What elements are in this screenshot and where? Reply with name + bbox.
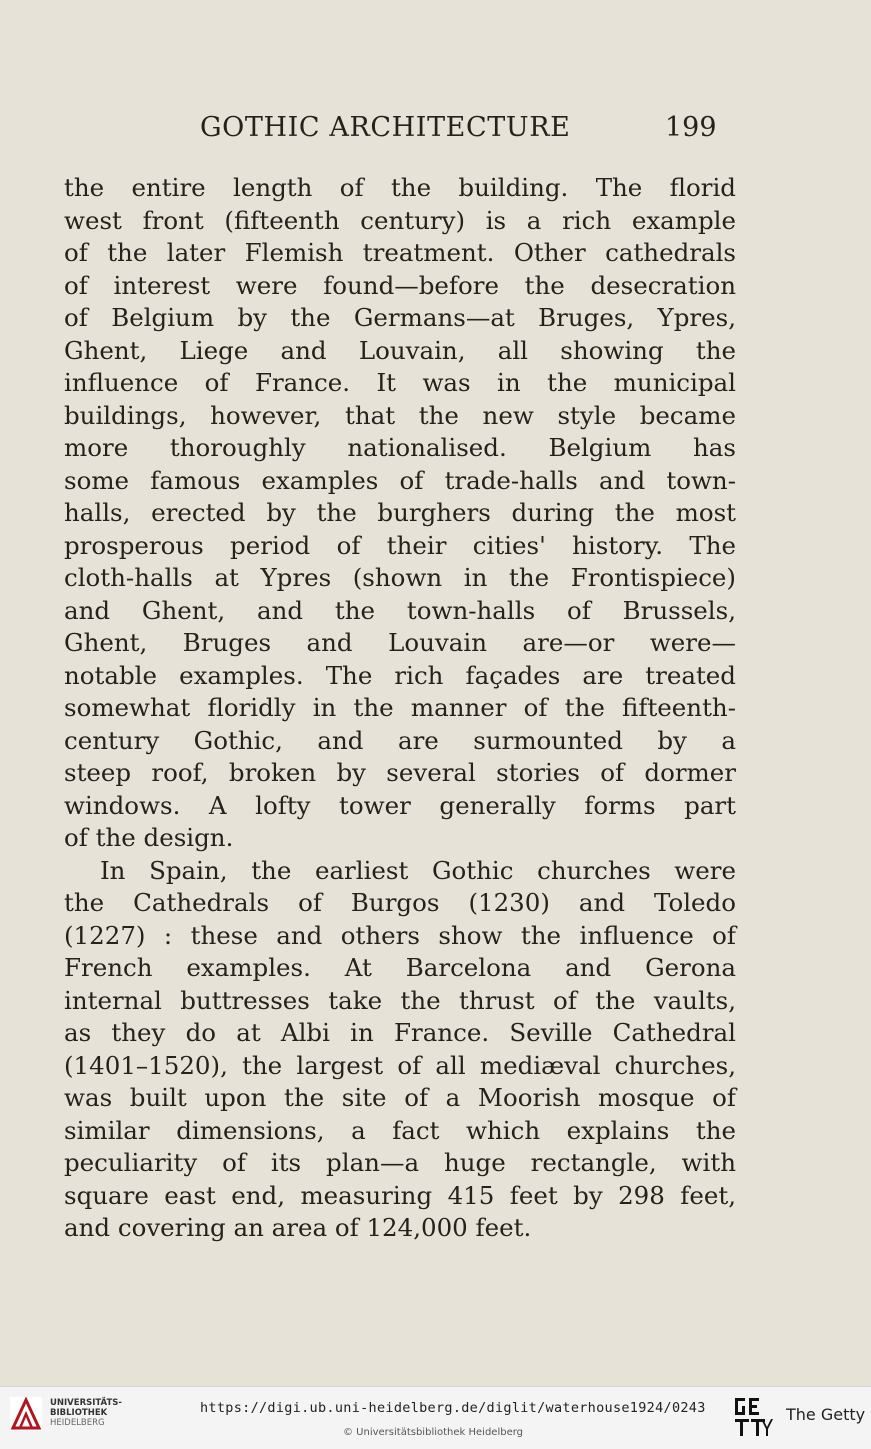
text-line: of interest were found—before the desecration xyxy=(64,270,736,300)
running-title: GOTHIC ARCHITECTURE xyxy=(200,112,571,143)
text-line: of the design. xyxy=(64,823,234,852)
text-line: prosperous period of their cities' history. The xyxy=(64,530,736,560)
library-name-line: BIBLIOTHEK xyxy=(50,1408,108,1418)
text-line: (1401–1520), the largest of all mediæval churches, xyxy=(64,1050,736,1080)
library-name-line: HEIDELBERG xyxy=(50,1418,105,1428)
text-line: internal buttresses take the thrust of the vaults, xyxy=(64,985,736,1015)
viewer-footer xyxy=(0,1386,871,1449)
text-line: as they do at Albi in France. Seville Cathedral xyxy=(64,1018,736,1047)
text-line: more thoroughly nationalised. Belgium has xyxy=(64,433,736,462)
text-line: century Gothic, and are surmounted by a xyxy=(64,725,736,755)
text-line: Ghent, Bruges and Louvain are—or were— xyxy=(64,628,736,657)
text-line: of Belgium by the Germans—at Bruges, Ypres, xyxy=(64,303,736,332)
text-line: the Cathedrals of Burgos (1230) and Toledo xyxy=(64,888,736,917)
text-line: west front (fifteenth century) is a rich example xyxy=(64,205,736,235)
running-head xyxy=(0,112,871,152)
text-line: windows. A lofty tower generally forms part xyxy=(64,790,736,820)
university-library-logo-icon[interactable] xyxy=(10,1397,42,1431)
getty-logo-icon[interactable] xyxy=(732,1395,774,1439)
text-line: steep roof, broken by several stories of dormer xyxy=(64,758,736,787)
getty-label: The Getty xyxy=(786,1405,866,1424)
text-line: the entire length of the building. The florid xyxy=(64,173,736,202)
text-line: influence of France. It was in the municipal xyxy=(64,368,736,397)
text-line: some famous examples of trade-halls and town- xyxy=(64,465,736,495)
text-line: buildings, however, that the new style became xyxy=(64,400,736,430)
copyright-notice: © Universitätsbibliothek Heidelberg xyxy=(343,1427,524,1438)
text-line: similar dimensions, a fact which explains the xyxy=(64,1115,736,1145)
library-name-line: UNIVERSITÄTS- xyxy=(50,1398,122,1408)
text-line: and covering an area of 124,000 feet. xyxy=(64,1213,532,1242)
permalink-url[interactable]: https://digi.ub.uni-heidelberg.de/diglit/waterhouse1924/0243 xyxy=(200,1400,706,1416)
university-library-name xyxy=(50,1398,122,1428)
text-line: square east end, measuring 415 feet by 298 feet, xyxy=(64,1180,736,1210)
body-text xyxy=(64,172,736,1245)
text-line: French examples. At Barcelona and Gerona xyxy=(64,953,736,982)
text-line: of the later Flemish treatment. Other cathedrals xyxy=(64,238,736,267)
text-line: was built upon the site of a Moorish mosque of xyxy=(64,1083,736,1112)
text-line: Ghent, Liege and Louvain, all showing the xyxy=(64,335,736,365)
text-line: cloth-halls at Ypres (shown in the Frontispiece) xyxy=(64,563,736,592)
text-line: In Spain, the earliest Gothic churches were xyxy=(100,855,736,885)
text-line: somewhat floridly in the manner of the fifteenth- xyxy=(64,693,736,722)
text-line: peculiarity of its plan—a huge rectangle, with xyxy=(64,1148,736,1177)
text-line: halls, erected by the burghers during the most xyxy=(64,498,736,527)
text-line: (1227) : these and others show the influence of xyxy=(64,920,736,950)
page-number: 199 xyxy=(665,112,717,143)
text-line: notable examples. The rich façades are treated xyxy=(64,660,736,690)
text-line: and Ghent, and the town-halls of Brussels, xyxy=(64,595,736,625)
